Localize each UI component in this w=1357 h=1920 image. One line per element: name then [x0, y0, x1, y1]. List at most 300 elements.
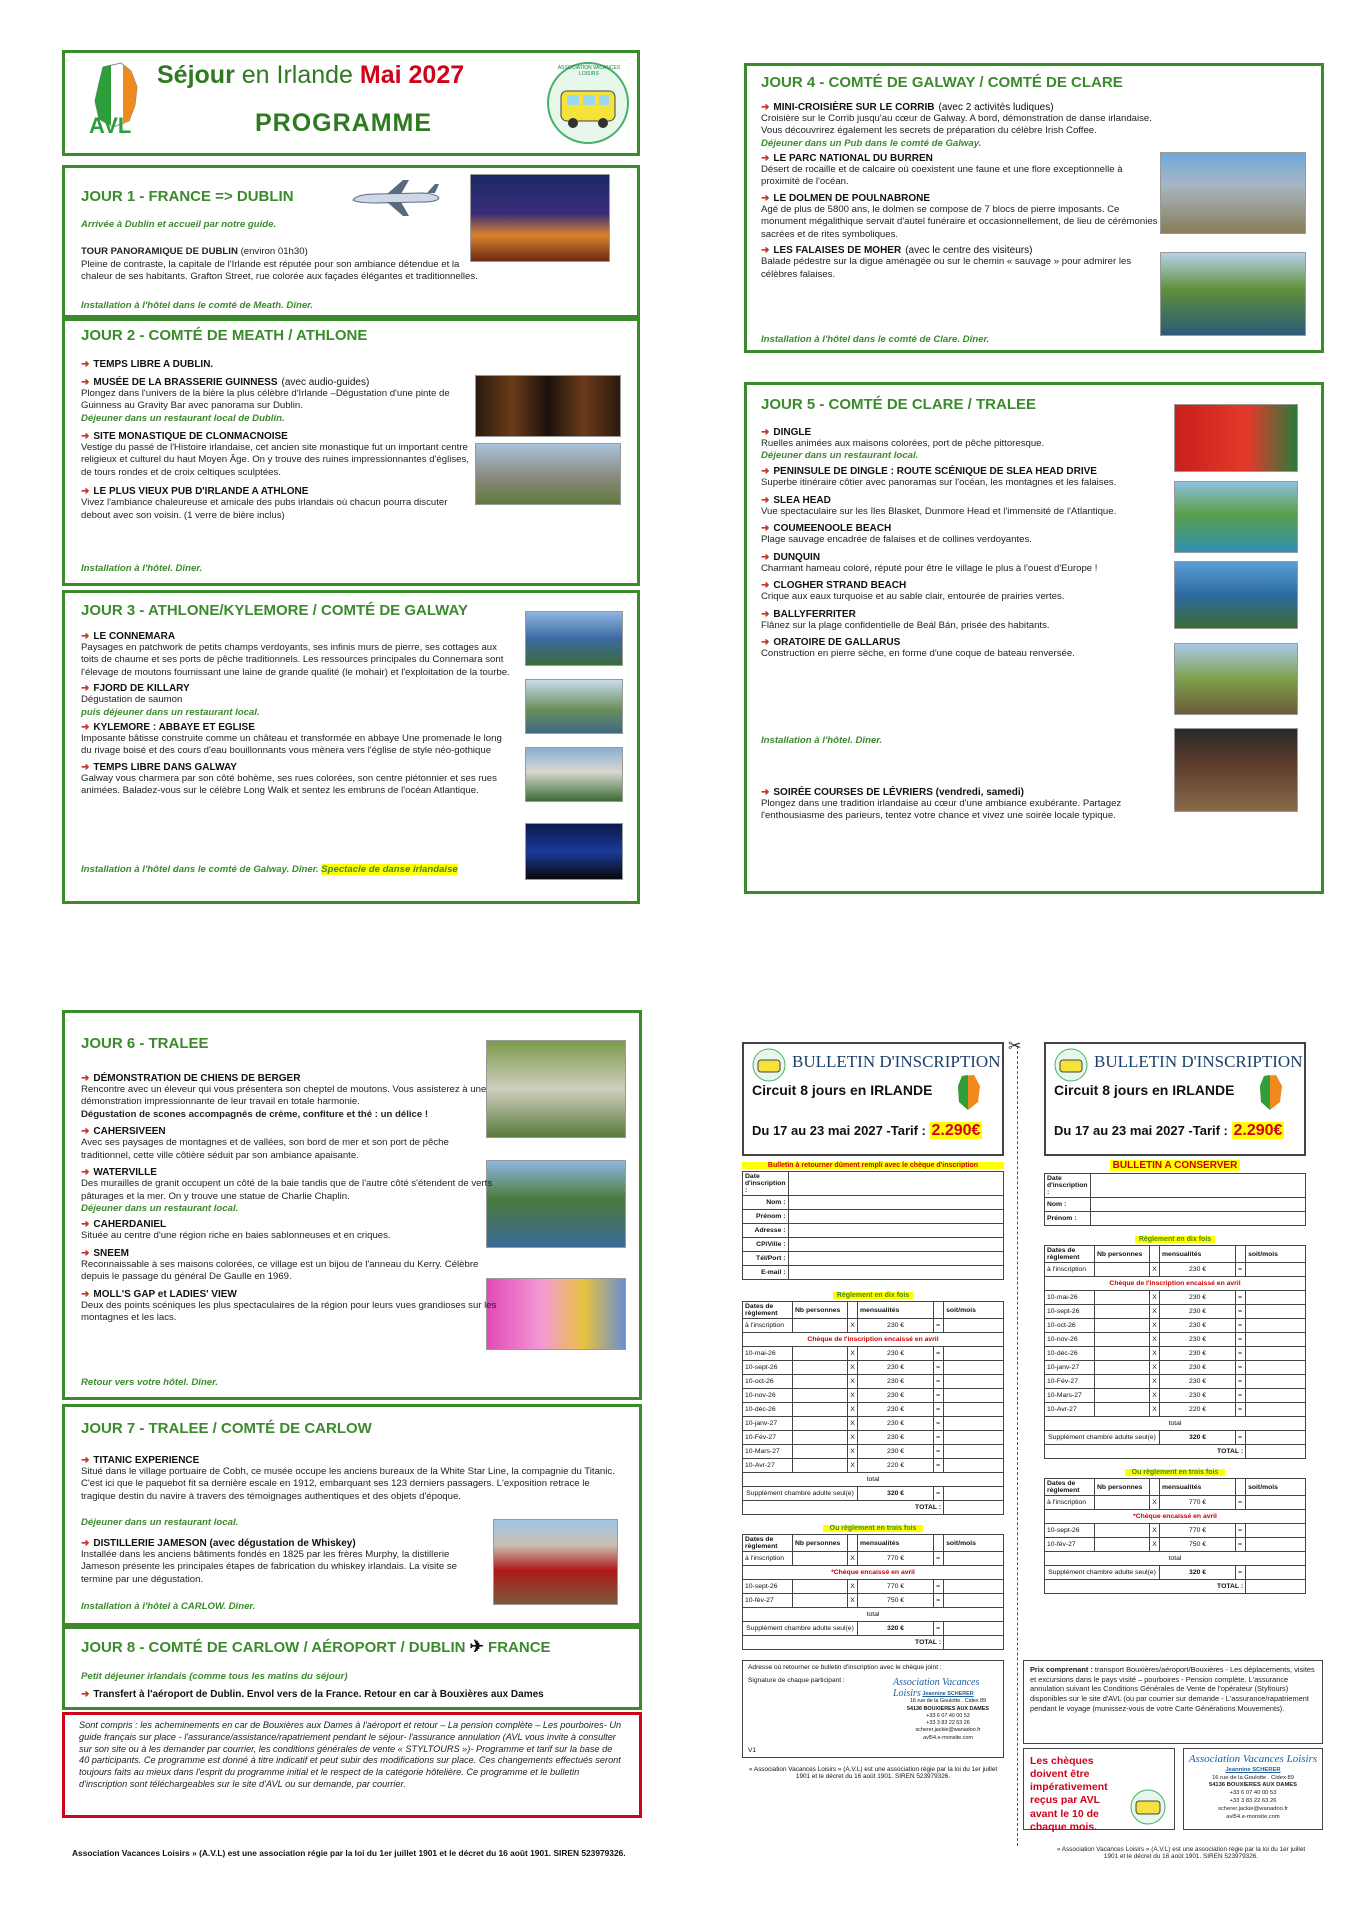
field-label: Prénom : — [743, 1210, 789, 1224]
connemara-photo — [525, 611, 623, 666]
supp-row — [1045, 1566, 1306, 1580]
row-nb[interactable] — [793, 1459, 848, 1473]
row-eq: = — [934, 1431, 944, 1445]
table-header — [743, 1535, 1004, 1552]
col-eq — [934, 1302, 944, 1319]
row-nb[interactable] — [793, 1375, 848, 1389]
item-title — [761, 466, 1181, 477]
field-label: Nom : — [743, 1196, 789, 1210]
jour1-box — [62, 165, 640, 318]
item-text: Dégustation de saumon — [81, 694, 183, 706]
col-x — [1150, 1479, 1160, 1496]
form-circuit: Circuit 8 jours en IRLANDE — [752, 1082, 933, 1098]
row-nb[interactable] — [793, 1580, 848, 1594]
jour5-items — [761, 427, 1181, 666]
bullet-arrow-icon: ➜ — [761, 637, 770, 649]
form-title: BULLETIN D'INSCRIPTION — [792, 1052, 1001, 1071]
item-title — [761, 523, 1181, 534]
title-part1: Séjour — [157, 61, 235, 89]
row-soit[interactable] — [1246, 1538, 1306, 1552]
row-nb[interactable] — [793, 1552, 848, 1566]
row-soit[interactable] — [1246, 1375, 1306, 1389]
dix-fois-table — [742, 1301, 1004, 1515]
row-soit[interactable] — [1246, 1524, 1306, 1538]
row-date: 10-janv-27 — [743, 1417, 793, 1431]
row-soit[interactable] — [1246, 1263, 1306, 1277]
item-note: Déjeuner dans un restaurant local. — [81, 1203, 239, 1215]
form-keep-footer: « Association Vacances Loisirs » (A.V.L) est une association régie par la loi du 1er juillet 1901 et le décret du 16 août 1901. SIREN 523979326. — [1056, 1846, 1306, 1860]
bullet-arrow-icon: ➜ — [761, 551, 770, 563]
row-x: X — [848, 1403, 858, 1417]
bullet-arrow-icon: ➜ — [761, 245, 770, 257]
row-x: X — [1150, 1524, 1160, 1538]
field-input[interactable] — [788, 1266, 1003, 1280]
row-nb[interactable] — [1095, 1319, 1150, 1333]
table-row — [1045, 1496, 1306, 1510]
contact-name: Jeannine SCHERER — [1225, 1766, 1281, 1773]
table-row — [1045, 1403, 1306, 1417]
grand-total-input[interactable] — [944, 1501, 1004, 1515]
row-soit[interactable] — [1246, 1305, 1306, 1319]
jour8-transfer — [81, 1689, 544, 1700]
row-nb[interactable] — [1095, 1347, 1150, 1361]
row-nb[interactable] — [793, 1319, 848, 1333]
item-title — [81, 1167, 501, 1178]
form-circuit: Circuit 8 jours en IRLANDE — [1054, 1082, 1235, 1098]
note-cell: Chèque de l'inscription encaissé en avril — [1045, 1277, 1306, 1291]
row-nb[interactable] — [1095, 1375, 1150, 1389]
grand-total-input[interactable] — [1246, 1580, 1306, 1594]
item-title-text: LE CONNEMARA — [93, 631, 176, 642]
item-title — [761, 193, 1161, 204]
field-label: E-mail : — [743, 1266, 789, 1280]
grand-total-row — [743, 1636, 1004, 1650]
jour1-install: Installation à l'hôtel dans le comté de Meath. Dîner. — [81, 300, 314, 311]
row-soit[interactable] — [1246, 1403, 1306, 1417]
item-title — [761, 552, 1181, 563]
assoc-logo-text: ASSOCIATION VACANCES LOISIRS — [557, 65, 621, 77]
moher-photo — [1160, 252, 1306, 336]
field-input[interactable] — [1090, 1212, 1305, 1226]
table-row — [743, 1389, 1004, 1403]
row-value: 230 € — [858, 1361, 934, 1375]
item-text: Deux des points scéniques les plus spectaculaires de la région pour leurs vues grandioses sur les montagnes et les lacs. — [81, 1299, 497, 1324]
col-mens: mensualités — [1160, 1246, 1236, 1263]
table-row — [1045, 1347, 1306, 1361]
field-input[interactable] — [788, 1252, 1003, 1266]
jour1-tour-duration: (environ 01h30) — [240, 246, 308, 257]
row-eq: = — [934, 1375, 944, 1389]
field-input[interactable] — [788, 1172, 1003, 1196]
jour8-title — [81, 1637, 551, 1657]
bullet-arrow-icon: ➜ — [81, 1126, 90, 1138]
bullet-arrow-icon: ➜ — [761, 466, 770, 478]
item-4 — [761, 552, 1181, 575]
titanic-text: Situé dans le village portuaire de Cobh, ce musée occupe les anciens bureaux de la White Star Line, la compagnie du Titanic. C'est ici que le paquebot fit sa dernière escale en 1912, embarquant ses 123 derniers passagers. L'exposition retrace le tragique destin du navire à travers des témoignages authentiques et des objets d'époque. — [81, 1466, 615, 1502]
form-dates-text: Du 17 au 23 mai 2027 -Tarif : — [1054, 1123, 1228, 1138]
row-eq: = — [934, 1552, 944, 1566]
grand-total-label: TOTAL : — [1045, 1445, 1246, 1459]
row-soit[interactable] — [944, 1445, 1004, 1459]
table-row — [743, 1319, 1004, 1333]
supp-value: 320 € — [858, 1487, 934, 1501]
table-row — [1045, 1305, 1306, 1319]
row-x: X — [1150, 1403, 1160, 1417]
item-text: Plongez dans l'univers de la bière la plus célèbre d'Irlande –Dégustation d'une pinte de Guinness au Gravity Bar avec panorama sur Dublin. — [81, 388, 450, 412]
notes-box — [62, 1712, 642, 1818]
row-x: X — [1150, 1538, 1160, 1552]
table-row — [1045, 1389, 1306, 1403]
supp-input[interactable] — [944, 1622, 1004, 1636]
prix-comprenant-text: transport Bouxières/aéroport/Bouxières - Les déplacements, visites et excursions dans le pays visité – pourboires - Pension complète. L'assurance annulation suivant les Conditions Générales de Vente de l'opérateur (Styltours) disponibles sur le site d'AVL (ou par courrier sur demande - L'assurance/rapatriement pendant le voyage (munissez-vous de votre Carte Générations Mouvements). — [1030, 1665, 1315, 1713]
table-header — [1045, 1479, 1306, 1496]
table-row — [743, 1445, 1004, 1459]
row-soit[interactable] — [944, 1580, 1004, 1594]
item-0 — [761, 427, 1181, 461]
jour6-items — [81, 1073, 501, 1330]
row-soit[interactable] — [944, 1389, 1004, 1403]
row-nb[interactable] — [793, 1445, 848, 1459]
item-title-text: MINI-CROISIÈRE SUR LE CORRIB — [773, 102, 935, 113]
jour8-breakfast: Petit déjeuner irlandais (comme tous les matins du séjour) — [81, 1671, 348, 1682]
row-nb[interactable] — [793, 1347, 848, 1361]
bullet-arrow-icon: ➜ — [81, 721, 90, 733]
grand-total-input[interactable] — [1246, 1445, 1306, 1459]
jour1-title: JOUR 1 - FRANCE => DUBLIN — [81, 188, 294, 205]
item-title — [81, 359, 471, 370]
row-date: 10-sept-26 — [743, 1361, 793, 1375]
trois-fois-table — [1044, 1478, 1306, 1594]
jour6-box — [62, 1010, 642, 1400]
row-eq: = — [1236, 1496, 1246, 1510]
soiree-text: Plongez dans une tradition irlandaise au cœur d'une ambiance exubérante. Partagez l'enthousiasme des parieurs, tentez votre chance et vivez une soirée locale typique. — [761, 798, 1122, 822]
row-soit[interactable] — [944, 1375, 1004, 1389]
row-soit[interactable] — [1246, 1347, 1306, 1361]
row-x: X — [1150, 1333, 1160, 1347]
jour5-install: Installation à l'hôtel. Dîner. — [761, 735, 883, 746]
contact-tel2: +33 3 83 22 63 26 — [1229, 1798, 1277, 1805]
note-row — [743, 1333, 1004, 1347]
jour3-items — [81, 631, 513, 802]
form-fields-table — [742, 1171, 1004, 1280]
row-eq: = — [934, 1389, 944, 1403]
bullet-arrow-icon: ➜ — [761, 608, 770, 620]
item-text: Agé de plus de 5800 ans, le dolmen se compose de 7 blocs de pierre imposants. Ce monument mégalithique servait d'autel funéraire et occasionnellement, de lieu de cérémonies sacrées et de rites symboliques. — [761, 203, 1158, 240]
field-row — [743, 1210, 1004, 1224]
item-title — [761, 609, 1181, 620]
jour3-install — [81, 864, 458, 875]
field-input[interactable] — [1090, 1174, 1305, 1198]
slea-head-photo — [1174, 481, 1298, 553]
jour2-items — [81, 359, 471, 529]
item-2 — [761, 193, 1161, 241]
grand-total-row — [1045, 1445, 1306, 1459]
jour8-box — [62, 1626, 642, 1710]
field-input[interactable] — [788, 1238, 1003, 1252]
row-eq: = — [1236, 1347, 1246, 1361]
row-soit[interactable] — [944, 1403, 1004, 1417]
row-soit[interactable] — [944, 1431, 1004, 1445]
row-x: X — [848, 1417, 858, 1431]
bullet-arrow-icon: ➜ — [81, 430, 90, 442]
item-2 — [81, 722, 513, 758]
row-x: X — [848, 1319, 858, 1333]
item-note: puis déjeuner dans un restaurant local. — [81, 706, 260, 718]
table-header — [743, 1302, 1004, 1319]
supp-input[interactable] — [944, 1487, 1004, 1501]
gallarus-photo — [1174, 643, 1298, 715]
form-price: 2.290€ — [1233, 1122, 1283, 1139]
item-2 — [81, 1167, 501, 1214]
jour3-box — [62, 590, 640, 904]
supp-input[interactable] — [1246, 1431, 1306, 1445]
row-soit[interactable] — [1246, 1291, 1306, 1305]
row-soit[interactable] — [1246, 1496, 1306, 1510]
bullet-arrow-icon: ➜ — [81, 761, 90, 773]
col-nb: Nb personnes — [793, 1302, 848, 1319]
item-2 — [761, 495, 1181, 518]
row-x: X — [848, 1445, 858, 1459]
row-value: 220 € — [1160, 1403, 1236, 1417]
row-x: X — [848, 1347, 858, 1361]
row-date: 10-mai-26 — [743, 1347, 793, 1361]
row-date: à l'inscription — [1045, 1496, 1095, 1510]
dingle-photo — [1174, 404, 1298, 472]
row-value: 770 € — [1160, 1524, 1236, 1538]
item-title-text: CAHERSIVEEN — [93, 1126, 166, 1138]
row-nb[interactable] — [1095, 1389, 1150, 1403]
jour2-title: JOUR 2 - COMTÉ DE MEATH / ATHLONE — [81, 327, 368, 344]
row-date: 10-Avr-27 — [743, 1459, 793, 1473]
col-nb: Nb personnes — [1095, 1246, 1150, 1263]
contact-tel1: +33 6 07 40 00 53 — [926, 1712, 970, 1719]
field-input[interactable] — [788, 1196, 1003, 1210]
form-return-footer: « Association Vacances Loisirs » (A.V.L) est une association régie par la loi du 1er juillet 1901 et le décret du 16 août 1901. SIREN 523979326. — [748, 1766, 998, 1780]
row-nb[interactable] — [1095, 1291, 1150, 1305]
row-nb[interactable] — [793, 1417, 848, 1431]
item-title — [81, 631, 513, 642]
bullet-arrow-icon: ➜ — [761, 102, 770, 113]
supp-row — [743, 1622, 1004, 1636]
field-row — [1045, 1212, 1306, 1226]
page-title — [157, 61, 464, 90]
row-nb[interactable] — [1095, 1524, 1150, 1538]
item-title — [81, 683, 513, 694]
item-title-text: CAHERDANIEL — [93, 1219, 167, 1231]
item-text: Superbe itinéraire côtier avec panoramas sur l'océan, les montagnes et les falaises. — [761, 477, 1117, 489]
jour1-tour-text: Pleine de contraste, la capitale de l'Irlande est réputée pour son ambiance détendue et la chaleur de ses habitants. Grafton Street, rue colorée aux façades élégantes et traditionnelles. — [81, 259, 478, 283]
assoc-name: Association Vacances Loisirs — [893, 1677, 980, 1699]
contact-name: Jeannine SCHERER — [922, 1691, 974, 1697]
row-nb[interactable] — [1095, 1305, 1150, 1319]
row-eq: = — [1236, 1361, 1246, 1375]
row-soit[interactable] — [1246, 1389, 1306, 1403]
row-soit[interactable] — [944, 1347, 1004, 1361]
row-soit[interactable] — [944, 1417, 1004, 1431]
item-title-text: FJORD DE KILLARY — [93, 683, 190, 695]
total-label: total — [1045, 1552, 1306, 1566]
item-1 — [81, 377, 471, 424]
item-title-text: KYLEMORE : ABBAYE ET EGLISE — [93, 721, 255, 733]
ireland-map-icon — [1258, 1074, 1284, 1112]
row-eq: = — [934, 1445, 944, 1459]
supp-input[interactable] — [1246, 1566, 1306, 1580]
jour4-box — [744, 63, 1324, 353]
row-eq: = — [1236, 1263, 1246, 1277]
item-0 — [761, 102, 1161, 149]
table-row — [1045, 1263, 1306, 1277]
contact-mail: scherer.jackie@wanadoo.fr — [915, 1727, 981, 1734]
trois-fois-table — [742, 1534, 1004, 1650]
item-text: Charmant hameau coloré, réputé pour être le village le plus à l'ouest d'Europe ! — [761, 562, 1098, 574]
col-x — [848, 1302, 858, 1319]
item-0 — [81, 359, 471, 370]
guinness-photo — [475, 375, 621, 437]
row-nb[interactable] — [1095, 1333, 1150, 1347]
jour8-title-a: JOUR 8 - COMTÉ DE CARLOW / AÉROPORT / DUBLIN — [81, 1639, 466, 1656]
form-dates-text: Du 17 au 23 mai 2027 -Tarif : — [752, 1123, 926, 1138]
col-mens: mensualités — [1160, 1479, 1236, 1496]
item-3 — [81, 486, 471, 522]
row-nb[interactable] — [793, 1361, 848, 1375]
table-row — [1045, 1319, 1306, 1333]
row-value: 230 € — [1160, 1263, 1236, 1277]
bullet-arrow-icon: ➜ — [81, 1288, 90, 1300]
bullet-arrow-icon: ➜ — [81, 683, 90, 695]
item-text: Flânez sur la plage confidentielle de Beál Bán, prisée des habitants. — [761, 619, 1050, 631]
airplane-icon — [347, 178, 443, 218]
row-soit[interactable] — [1246, 1333, 1306, 1347]
table-row — [743, 1431, 1004, 1445]
note-row — [743, 1566, 1004, 1580]
col-dates: Dates de règlement — [1045, 1479, 1095, 1496]
row-date: 10-sept-26 — [1045, 1305, 1095, 1319]
total-label: total — [743, 1608, 1004, 1622]
row-nb[interactable] — [1095, 1538, 1150, 1552]
bullet-arrow-icon: ➜ — [81, 1689, 90, 1700]
field-label: Adresse : — [743, 1224, 789, 1238]
grand-total-input[interactable] — [944, 1636, 1004, 1650]
row-x: X — [848, 1580, 858, 1594]
row-value: 230 € — [1160, 1347, 1236, 1361]
item-title-text: TEMPS LIBRE DANS GALWAY — [93, 761, 237, 773]
item-title-text: COUMEENOOLE BEACH — [773, 523, 892, 535]
item-text: Située au centre d'une région riche en baies sablonneuses et en criques. — [81, 1230, 391, 1242]
field-input[interactable] — [788, 1210, 1003, 1224]
row-eq: = — [1236, 1291, 1246, 1305]
grand-total-row — [1045, 1580, 1306, 1594]
item-text: Balade pédestre sur la digue aménagée ou sur le chemin « sauvage » pour admirer les célèbres falaises. — [761, 256, 1132, 280]
dublin-night-photo — [470, 174, 610, 262]
contact-tel2: +33 3 83 22 63 26 — [926, 1720, 970, 1727]
bus-logo-small — [750, 1048, 788, 1082]
row-nb[interactable] — [1095, 1403, 1150, 1417]
item-title — [81, 377, 471, 388]
item-text: Vestige du passé de l'Histoire irlandaise, cet ancien site monastique fut un important centre religieux et culturel du haut Moyen Âge. On y trouve des ruines impressionnantes d'églises, de tours rondes et de croix celtiques sculptées. — [81, 441, 469, 478]
jour5-soiree — [761, 787, 1161, 823]
row-nb[interactable] — [793, 1431, 848, 1445]
field-row — [743, 1172, 1004, 1196]
bullet-arrow-icon: ➜ — [81, 1167, 90, 1179]
jour3-title: JOUR 3 - ATHLONE/KYLEMORE / COMTÉ DE GALWAY — [81, 602, 468, 619]
row-value: 230 € — [1160, 1389, 1236, 1403]
row-x: X — [1150, 1375, 1160, 1389]
row-nb[interactable] — [793, 1403, 848, 1417]
dix-fois-label: Règlement en dix fois — [833, 1292, 913, 1299]
row-x: X — [848, 1594, 858, 1608]
row-x: X — [1150, 1361, 1160, 1375]
row-value: 230 € — [1160, 1319, 1236, 1333]
col-x — [848, 1535, 858, 1552]
kylemore-photo — [525, 747, 623, 802]
table-row — [1045, 1291, 1306, 1305]
bullet-arrow-icon: ➜ — [761, 523, 770, 535]
item-title — [761, 495, 1181, 506]
row-nb[interactable] — [1095, 1361, 1150, 1375]
item-title-text: DINGLE — [773, 427, 812, 438]
row-soit[interactable] — [944, 1552, 1004, 1566]
row-nb[interactable] — [1095, 1496, 1150, 1510]
jour7-title: JOUR 7 - TRALEE / COMTÉ DE CARLOW — [81, 1420, 372, 1437]
row-nb[interactable] — [793, 1389, 848, 1403]
note-cell: Chèque de l'inscription encaissé en avril — [743, 1333, 1004, 1347]
bullet-arrow-icon: ➜ — [81, 486, 90, 498]
item-title-text: BALLYFERRITER — [773, 608, 856, 620]
table-row — [743, 1361, 1004, 1375]
col-soit: soit/mois — [1246, 1479, 1306, 1496]
item-note: Déjeuner dans un restaurant local. — [761, 450, 919, 462]
supp-label: Supplément chambre adulte seul(e) — [743, 1487, 858, 1501]
burren-photo — [1160, 152, 1306, 234]
jour8-title-b: FRANCE — [488, 1639, 551, 1656]
row-date: 10-oct-26 — [743, 1375, 793, 1389]
assoc-name: Association Vacances Loisirs — [1188, 1753, 1318, 1765]
total-row — [1045, 1417, 1306, 1431]
col-soit: soit/mois — [944, 1302, 1004, 1319]
field-label: Tél/Port : — [743, 1252, 789, 1266]
row-soit[interactable] — [944, 1594, 1004, 1608]
field-input[interactable] — [788, 1224, 1003, 1238]
table-row — [743, 1459, 1004, 1473]
row-soit[interactable] — [944, 1319, 1004, 1333]
form-dates — [752, 1122, 982, 1140]
row-soit[interactable] — [944, 1361, 1004, 1375]
row-nb[interactable] — [793, 1594, 848, 1608]
item-text: Vivez l'ambiance chaleureuse et amicale des pubs irlandais où chacun pourra discuter debout avec son voisin. (1 verre de bière inclus) — [81, 497, 448, 521]
supp-label: Supplément chambre adulte seul(e) — [743, 1622, 858, 1636]
row-soit[interactable] — [1246, 1319, 1306, 1333]
field-input[interactable] — [1090, 1198, 1305, 1212]
jour7-box — [62, 1404, 642, 1626]
jour8-transfer-text: Transfert à l'aéroport de Dublin. Envol vers de la France. Retour en car à Bouxières aux Dames — [93, 1689, 544, 1700]
cheques-box — [1023, 1748, 1175, 1833]
table-row — [743, 1580, 1004, 1594]
prix-comprenant-box — [1023, 1660, 1323, 1744]
item-title-text: SNEEM — [93, 1247, 129, 1259]
row-nb[interactable] — [1095, 1263, 1150, 1277]
jour4-title: JOUR 4 - COMTÉ DE GALWAY / COMTÉ DE CLARE — [761, 74, 1123, 91]
row-soit[interactable] — [944, 1459, 1004, 1473]
form-return — [742, 1042, 1004, 1780]
row-value: 230 € — [1160, 1361, 1236, 1375]
row-date: 10-fév-27 — [743, 1594, 793, 1608]
row-date: 10-Fév-27 — [1045, 1375, 1095, 1389]
greyhound-photo — [1174, 728, 1298, 812]
row-soit[interactable] — [1246, 1361, 1306, 1375]
form-keep-label: BULLETIN A CONSERVER — [1110, 1160, 1240, 1171]
form-title: BULLETIN D'INSCRIPTION — [1094, 1052, 1303, 1071]
row-value: 230 € — [858, 1431, 934, 1445]
